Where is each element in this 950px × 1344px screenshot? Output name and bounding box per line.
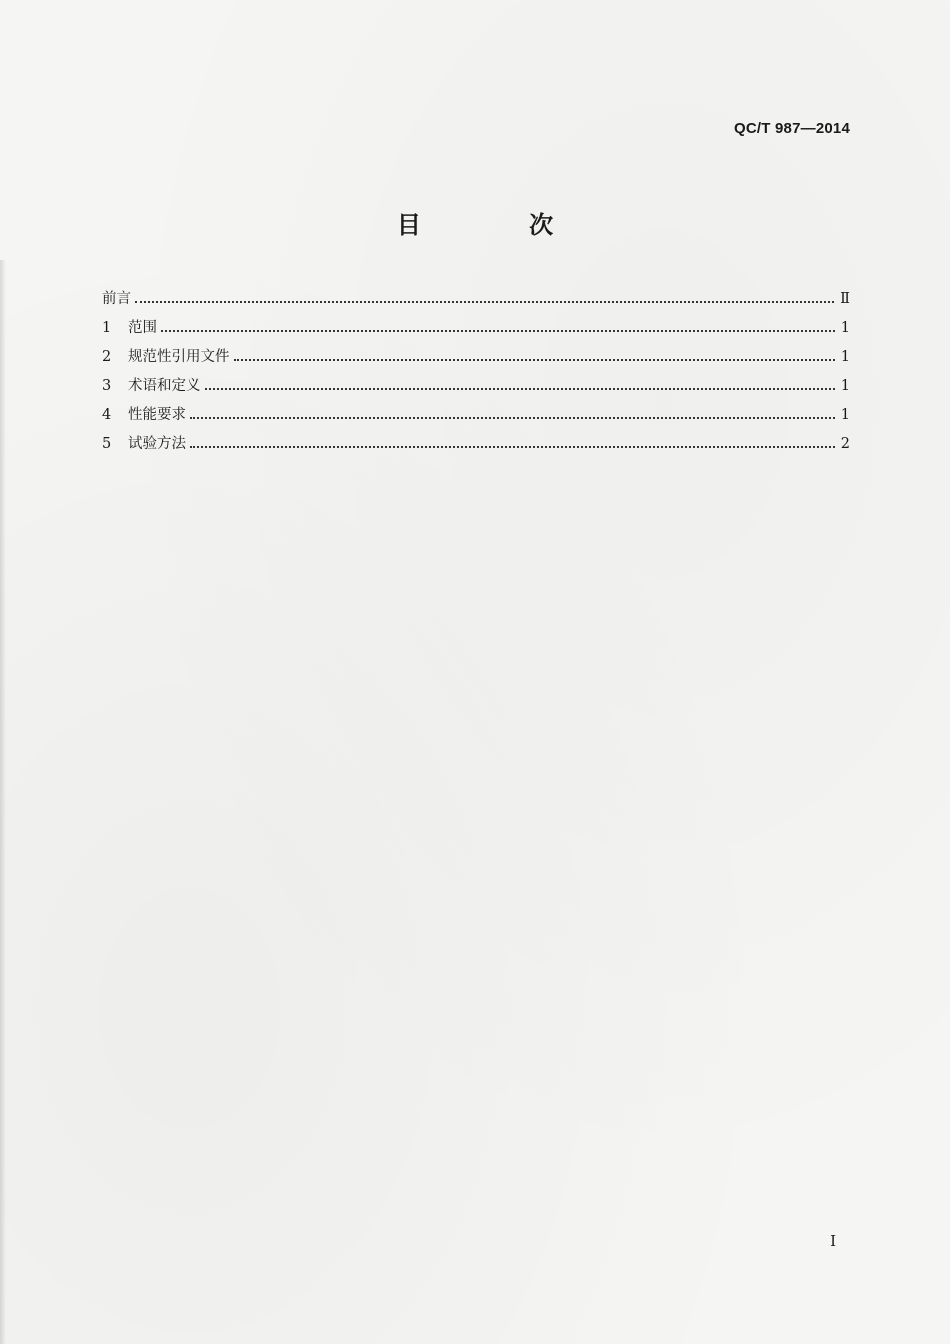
toc-entry-label: 术语和定义 (128, 378, 201, 394)
toc-entry-label: 前言 (102, 291, 131, 307)
toc-leader-dots (190, 446, 835, 448)
toc-entry-number: 1 (102, 320, 112, 336)
toc-entry-normative-references[interactable] (102, 345, 850, 374)
toc-leader-dots (190, 417, 835, 419)
toc-entry-label: 范围 (128, 320, 157, 336)
toc-entry-number: 2 (102, 349, 112, 365)
toc-entry-number: 5 (102, 436, 112, 452)
toc-title: 目 次 (396, 211, 604, 239)
toc-leader-dots (135, 301, 834, 303)
toc-entry-number: 3 (102, 378, 112, 394)
page-number: Ⅰ (830, 1232, 836, 1250)
toc-leader-dots (161, 330, 835, 332)
toc-entry-label: 性能要求 (128, 407, 186, 423)
standard-code: QC/T 987—2014 (734, 120, 850, 137)
toc-leader-dots (234, 359, 835, 361)
toc-entry-number: 4 (102, 407, 112, 423)
toc-entry-performance-requirements[interactable] (102, 403, 850, 432)
table-of-contents (102, 287, 850, 461)
toc-entry-foreword[interactable] (102, 287, 850, 316)
toc-leader-dots (205, 388, 835, 390)
toc-entry-test-methods[interactable] (102, 432, 850, 461)
toc-entry-scope[interactable] (102, 316, 850, 345)
toc-entry-label: 试验方法 (128, 436, 186, 452)
toc-entry-page: Ⅱ (840, 291, 850, 307)
scan-edge-shadow (0, 260, 6, 1344)
toc-entry-page: 1 (840, 320, 850, 336)
toc-entry-page: 1 (840, 349, 850, 365)
toc-entry-label: 规范性引用文件 (128, 349, 230, 365)
toc-entry-page: 1 (840, 378, 850, 394)
toc-entry-page: 2 (840, 436, 850, 452)
toc-entry-page: 1 (840, 407, 850, 423)
toc-entry-terms-definitions[interactable] (102, 374, 850, 403)
